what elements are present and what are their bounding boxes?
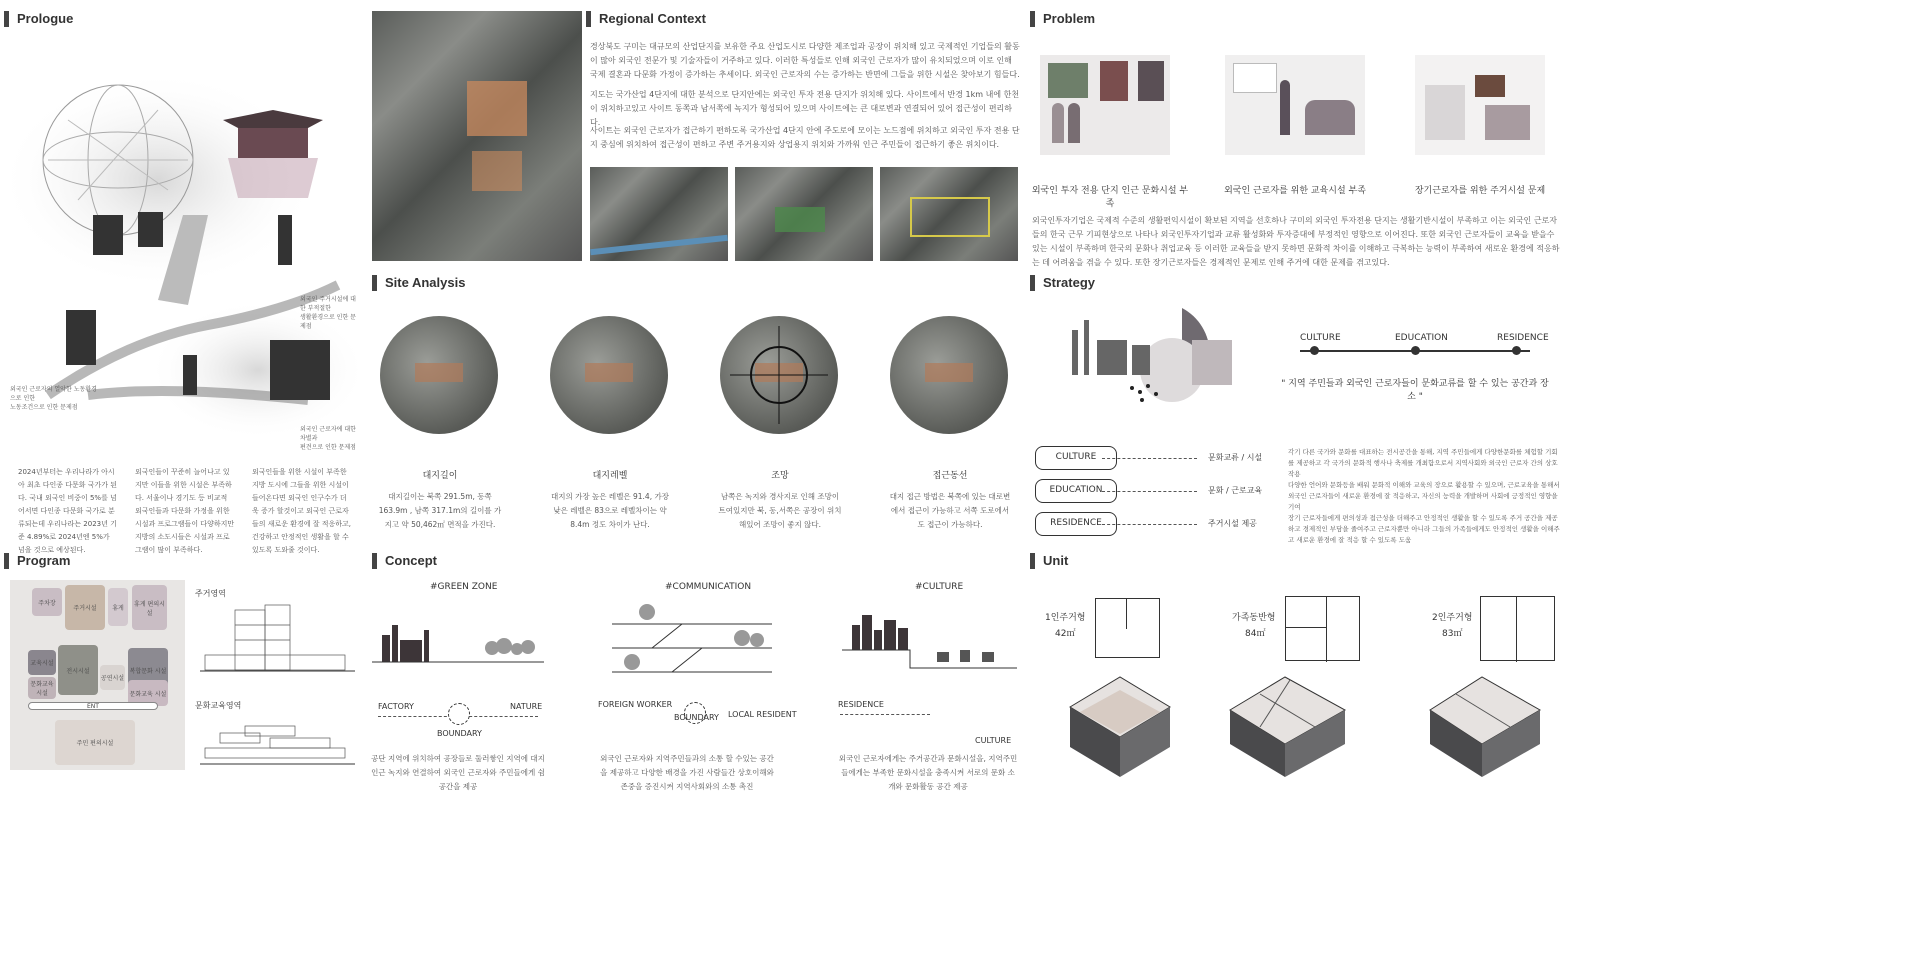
program-section-cultural — [200, 718, 355, 768]
prologue-text-3: 외국인들을 위한 시설이 부족한 지방 도시에 그들을 위한 시설이 들어온다면 외국인 인구수가 더욱 증가 할것이고 외국인 근로자들의 새로운 환경에 잘 적응하고, 건강하고 안정적인 생활을 할 수 있도록 도와줄 것이다. — [252, 468, 352, 554]
regional-header: Regional Context — [586, 11, 706, 27]
strategy-desc-1: 각기 다른 국가와 문화를 대표하는 전시공간을 통해, 지역 주민들에게 다양한문화를 체험할 기회를 제공하고 각 국가의 문화적 행사나 축제를 개최함으로서 지역사회와 외국인 근로자 간의 상호작용 — [1288, 448, 1558, 478]
prologue-collage — [8, 40, 358, 440]
concept-boundary-1: BOUNDARY — [437, 729, 482, 738]
concept-boundary-2: BOUNDARY — [674, 713, 719, 722]
program-box-3: 휴게 — [108, 588, 128, 626]
regional-paragraph-3: 사이트는 외국인 근로자가 접근하기 편하도록 국가산업 4단지 안에 주도로에 모이는 노드점에 위치하고 외국인 투자 전용 단지 중심에 위치하여 접근성이 편하고 주변 주거용지와 상업용지 위치와 가까워 인근 주민들이 접근하기 좋은 위치이다. — [590, 126, 1020, 149]
unit-header: Unit — [1030, 553, 1068, 569]
strategy-dash-2 — [1102, 491, 1197, 492]
unit-area-2: 84㎡ — [1245, 629, 1266, 639]
prologue-note-3: 외국인 근로자에 대한 차별과 편견으로 인한 문제점 — [300, 426, 356, 451]
unit-plan-3 — [1480, 596, 1555, 661]
program-box-1: 주차장 — [32, 588, 62, 616]
site-body-3: 남쪽은 녹지와 경사지로 인해 조망이 트여있지만 북, 동,서쪽은 공장이 위치해있어 조망이 좋지 않다. — [718, 492, 842, 529]
prologue-illustration — [8, 40, 358, 440]
site-title-3: 조망 — [771, 471, 789, 481]
concept-title-green: #GREEN ZONE — [430, 582, 498, 592]
problem-caption-3: 장기근로자를 위한 주거시설 문제 — [1414, 186, 1546, 196]
prologue-note-2: 외국인 근로자의 열악한 노동환경으로 인한 노동조건으로 인한 문제점 — [10, 386, 97, 411]
strategy-quote: " 지역 주민들과 외국인 근로자들이 문화교류를 할 수 있는 공간과 장소 " — [1281, 379, 1549, 402]
concept-residence: RESIDENCE — [838, 700, 884, 709]
prologue-note-1: 외국인 주거시설에 대한 부적절한 생활환경으로 인한 문제점 — [300, 296, 356, 330]
site-body-2: 대지의 가장 높은 레벨은 91.4, 가장 낮은 레벨은 83으로 레벨차이는 약 8.4m 정도 차이가 난다. — [551, 492, 669, 529]
program-box-11: 주민 편의시설 — [55, 720, 135, 765]
unit-name-1: 1인주거형 — [1045, 613, 1086, 623]
program-box-9: 복합문화 시설 — [128, 648, 168, 693]
prologue-text-2: 외국인들이 꾸준히 늘어나고 있지만 이들을 위한 시설은 부족하다. 서울이나 경기도 등 비교적 외국인들과 다문화 가정을 위한 시설과 프로그램들이 다양하지만 지방의 소도시들은 시설과 프로그램이 많이 부족하다. — [135, 468, 235, 554]
program-box-6: 전시시설 — [58, 645, 98, 695]
concept-factory: FACTORY — [378, 702, 414, 711]
regional-map-green — [735, 167, 873, 261]
program-box-2: 주거시설 — [65, 585, 105, 630]
site-title-2: 대지레벨 — [592, 471, 628, 481]
site-header: Site Analysis — [372, 275, 465, 291]
regional-paragraph-1: 경상북도 구미는 대규모의 산업단지를 보유한 주요 산업도시로 다양한 제조업과 공장이 위치해 있고 국제적인 기업들의 활동이 많아 외국인 전문가 및 기술자들이 거주하고 있다. 이러한 특성들로 인해 외국인 근로자가 많이 유치되었으며 이로 인해 국제 결혼과 다문화 가정이 증가하는 추세이다. 외국인 근로자의 수는 증가하는 반면에 그들을 위한 시설은 찾아보기 힘들다. — [590, 42, 1020, 79]
strategy-header: Strategy — [1030, 275, 1095, 291]
concept-title-culture: #CULTURE — [915, 582, 964, 592]
strategy-right-1: 문화교류 / 시설 — [1208, 453, 1263, 462]
unit-plan-2 — [1285, 596, 1360, 661]
problem-illustration-3 — [1415, 55, 1545, 155]
strategy-dash-3 — [1102, 524, 1197, 525]
unit-iso-3 — [1420, 672, 1545, 782]
program-box-5: 교육시설 — [28, 650, 56, 675]
unit-area-1: 42㎡ — [1055, 629, 1076, 639]
strategy-desc-3: 장기 근로자들에게 편의성과 접근성을 더해주고 안정적인 생활을 할 수 있도록 주거 공간을 제공하고 경제적인 부담을 줄여주고 근로자뿐만 아니라 그들의 가족들에게도 안정적인 생활을 이해주고 새로운 환경에 잘 적응 할 수 있도록 도움 — [1288, 514, 1560, 544]
unit-name-2: 가족동반형 — [1232, 613, 1276, 623]
site-circle-access — [890, 316, 1008, 434]
problem-caption-1: 외국인 투자 전용 단지 인근 문화시설 부족 — [1031, 186, 1189, 209]
concept-header: Concept — [372, 553, 437, 569]
program-section-residential — [200, 600, 355, 675]
problem-header: Problem — [1030, 11, 1095, 27]
strategy-desc-2: 다양한 언어와 문화등을 배워 문화적 이해와 교육의 장으로 활용할 수 있으며, 근로교육을 통해서 외국인 근로자들이 새로운 환경에 잘 적응하고, 자신의 능력을 개발하며 사회에 긍정적인 영향을 기여 — [1288, 481, 1560, 511]
concept-local-resident: LOCAL RESIDENT — [728, 710, 797, 719]
strategy-pill-education: EDUCATION — [1035, 479, 1117, 503]
concept-title-communication: #COMMUNICATION — [665, 582, 752, 592]
program-box-8: 문화교육 시설 — [28, 677, 56, 699]
concept-culture-label: CULTURE — [975, 736, 1012, 745]
strategy-line-residence: RESIDENCE — [1497, 333, 1549, 343]
strategy-right-2: 문화 / 근로교육 — [1208, 486, 1263, 495]
site-circle-level — [550, 316, 668, 434]
strategy-dash-1 — [1102, 458, 1197, 459]
problem-illustration-2 — [1225, 55, 1365, 155]
strategy-timeline — [1300, 350, 1530, 352]
concept-comm-illustration — [612, 600, 772, 675]
program-diagram — [10, 580, 185, 770]
concept-body-comm: 외국인 근로자와 지역주민들과의 소통 할 수있는 공간을 제공하고 다양한 배경을 가진 사람들간 상호이해와 존중을 증진시켜 지역사회와의 소통 촉진 — [600, 754, 774, 791]
strategy-right-3: 주거시설 제공 — [1208, 519, 1257, 528]
unit-iso-1 — [1060, 672, 1175, 782]
unit-area-3: 83㎡ — [1442, 629, 1463, 639]
strategy-line-culture: CULTURE — [1300, 333, 1341, 343]
regional-main-map — [372, 11, 582, 261]
strategy-illustration — [1062, 300, 1247, 410]
concept-culture-illustration — [842, 610, 1017, 670]
concept-culture-dash — [840, 714, 930, 715]
problem-caption-2: 외국인 근로자를 위한 교육시설 부족 — [1224, 186, 1366, 196]
program-box-10: 문화교육 시설 — [128, 680, 168, 706]
unit-name-3: 2인주거형 — [1432, 613, 1473, 623]
unit-iso-2 — [1220, 672, 1350, 782]
concept-foreign-worker: FOREIGN WORKER — [598, 700, 673, 709]
unit-plan-1 — [1095, 598, 1160, 658]
problem-body: 외국인투자기업은 국제적 수준의 생활편익시설이 확보된 지역을 선호하나 구미의 외국인 투자전용 단지는 생활기반시설이 부족하고 이는 외국인 근로자들의 한국 근무 기피현상으로 나타나 외국인투자기업과 교류 활성화와 투자증대에 부정적인 영향으로 이어진다. 또한 외국인 근로자들이 교육을 받을수 있는 시설이 부족하며 한국의 문화나 취업교육 등 이러한 교육들을 받지 못하면 문화적 차이를 이해하고 극복하는 능력이 부족하여 새로운 환경에 적응하는 데 어려움을 겪을 수 있다. 또한 장기근로자들은 경제적인 문제로 인해 주거에 대한 문제를 겪고있다. — [1032, 216, 1560, 267]
site-title-1: 대지길이 — [422, 471, 458, 481]
site-circle-view — [720, 316, 838, 434]
regional-paragraph-2: 지도는 국가산업 4단지에 대한 분석으로 단지안에는 외국인 투자 전용 단지가 위치해 있다. 사이트에서 반경 1km 내에 한천이 위치하고있고 사이트 동쪽과 남서쪽에 녹지가 형성되어 있으며 사이트에는 큰 대로변과 연결되어 있어 접근성이 편리하다. — [590, 90, 1020, 127]
strategy-line-education: EDUCATION — [1395, 333, 1448, 343]
prologue-text-1: 2024년부터는 우리나라가 아시아 최초 다인종 다문화 국가가 된다. 국내 외국인 비중이 5%를 넘어서면 다인종 다문화 국가로 분류되는데 우리나라는 2023년 기준 4.89%로 2024년엔 5%가 넘을 것으로 예상된다. — [18, 468, 118, 554]
concept-body-green: 공단 지역에 위치하여 공장들로 둘러쌓인 지역에 대지 인근 녹지와 연결하여 외국인 근로자와 주민들에게 쉼 공간을 제공 — [371, 754, 545, 791]
strategy-pill-residence: RESIDENCE — [1035, 512, 1117, 536]
program-box-4: 휴게 편의시설 — [132, 585, 167, 630]
regional-map-water — [590, 167, 728, 261]
problem-illustration-1 — [1040, 55, 1170, 155]
program-box-7: 공연시설 — [100, 665, 125, 690]
concept-body-culture: 외국인 근로자에게는 주거공간과 문화시설을, 지역주민들에게는 부족한 문화시설을 충족시켜 서로의 문화 소개와 문화활동 공간 제공 — [838, 754, 1018, 791]
program-label-residential: 주거영역 — [195, 589, 226, 598]
program-header: Program — [4, 553, 70, 569]
prologue-header: Prologue — [4, 11, 73, 27]
site-body-4: 대지 접근 방법은 북쪽에 있는 대로변에서 접근이 가능하고 서쪽 도로에서도 접근이 가능하다. — [889, 492, 1011, 529]
site-title-4: 접근동선 — [932, 471, 968, 481]
program-label-cultural: 문화교육영역 — [195, 701, 242, 710]
concept-nature: NATURE — [510, 702, 543, 711]
concept-green-boundary-circle — [448, 703, 470, 725]
program-ent: ENT — [28, 702, 158, 710]
strategy-pill-culture: CULTURE — [1035, 446, 1117, 470]
regional-map-roads — [880, 167, 1018, 261]
concept-green-illustration — [372, 610, 544, 665]
site-body-1: 대지길이는 북쪽 291.5m, 동쪽 163.9m , 남쪽 317.1m의 길이를 가지고 약 50,462㎡ 면적을 가진다. — [378, 492, 502, 529]
site-circle-length — [380, 316, 498, 434]
